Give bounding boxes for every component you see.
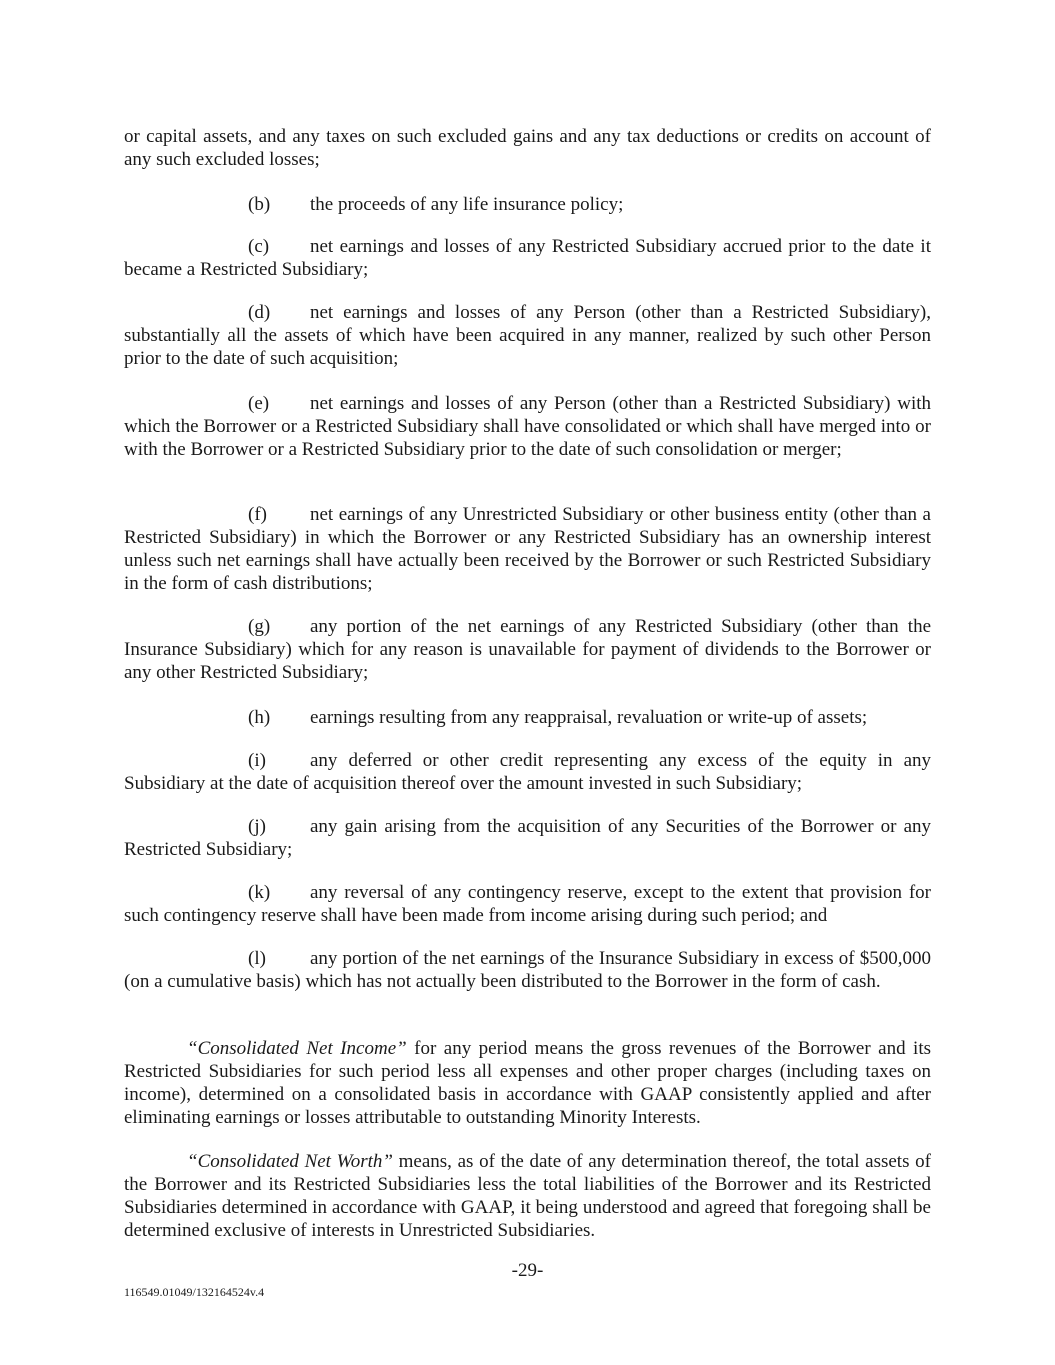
clause-text: any portion of the net earnings of the Insurance Subsidiary in excess of $500,000 (on a cumulative basis) which has not actually been distributed to the Borrower in the form of cash. <box>124 948 931 992</box>
clause-label: (j) <box>248 816 266 837</box>
definition-consolidated-net-worth <box>124 1150 931 1242</box>
clause-text: any deferred or other credit representing any excess of the equity in any Subsidiary at the date of acquisition thereof over the amount invested in such Subsidiary; <box>124 750 931 794</box>
page-number: -29- <box>511 1260 544 1281</box>
clause-text: any portion of the net earnings of any Restricted Subsidiary (other than the Insurance Subsidiary) which for any reason is unavailable for payment of dividends to the Borrower or any other Restricted Subsidiary; <box>124 616 931 683</box>
clause-b <box>124 193 931 216</box>
clause-text: any reversal of any contingency reserve, except to the extent that provision for such contingency reserve shall have been made from income arising during such period; and <box>124 882 931 926</box>
clause-e <box>124 392 931 461</box>
clause-label: (k) <box>248 882 271 903</box>
defined-term: “Consolidated Net Worth” <box>187 1151 393 1172</box>
clause-text: the proceeds of any life insurance policy; <box>310 194 624 215</box>
clause-text: net earnings and losses of any Restricted Subsidiary accrued prior to the date it became a Restricted Subsidiary; <box>124 236 931 280</box>
clause-text: earnings resulting from any reappraisal, revaluation or write-up of assets; <box>310 707 868 728</box>
clause-label: (f) <box>248 504 267 525</box>
clause-label: (i) <box>248 750 266 771</box>
clause-label: (c) <box>248 236 270 257</box>
clause-j <box>124 815 931 861</box>
definition-consolidated-net-income <box>124 1037 931 1129</box>
definition-text: means, as of the date of any determination thereof, the total assets of the Borrower and its Restricted Subsidiaries less the total liabilities of the Borrower and its Restricted Subsidiaries determined in accordance with GAAP, it being understood and agreed that foregoing shall be determined exclusive of interests in Unrestricted Subsidiaries. <box>124 1151 931 1241</box>
clause-d <box>124 301 931 370</box>
clause-label: (b) <box>248 194 271 215</box>
clause-label: (h) <box>248 707 271 728</box>
clause-g <box>124 615 931 684</box>
clause-text: any gain arising from the acquisition of any Securities of the Borrower or any Restricted Subsidiary; <box>124 816 931 860</box>
clause-text: net earnings and losses of any Person (other than a Restricted Subsidiary), substantially all the assets of which have been acquired in any manner, realized by such other Person prior to the date of such acquisition; <box>124 302 931 369</box>
continuation-paragraph: or capital assets, and any taxes on such excluded gains and any tax deductions or credits on account of any such excluded losses; <box>124 126 931 170</box>
clause-f <box>124 503 931 595</box>
clause-label: (e) <box>248 393 270 414</box>
clause-k <box>124 881 931 927</box>
clause-i <box>124 749 931 795</box>
clause-c <box>124 235 931 281</box>
document-id: 116549.01049/132164524v.4 <box>124 1285 265 1299</box>
clause-label: (g) <box>248 616 271 637</box>
clause-text: net earnings and losses of any Person (other than a Restricted Subsidiary) with which the Borrower or a Restricted Subsidiary shall have consolidated or which shall have merged into or with the Borrower or a Restricted Subsidiary prior to the date of such consolidation or merger; <box>124 393 931 460</box>
clause-label: (d) <box>248 302 271 323</box>
defined-term: “Consolidated Net Income” <box>187 1038 407 1059</box>
clause-label: (l) <box>248 948 266 969</box>
clause-h <box>124 706 931 729</box>
clause-l <box>124 947 931 993</box>
clause-text: net earnings of any Unrestricted Subsidiary or other business entity (other than a Restricted Subsidiary) in which the Borrower or any Restricted Subsidiary has an ownership interest unless such net earnings shall have actually been received by the Borrower or such Restricted Subsidiary in the form of cash distributions; <box>124 504 931 594</box>
definition-text: for any period means the gross revenues of the Borrower and its Restricted Subsidiaries for such period less all expenses and other proper charges (including taxes on income), determined on a consolidated basis in accordance with GAAP consistently applied and after eliminating earnings or losses attributable to outstanding Minority Interests. <box>124 1038 931 1128</box>
